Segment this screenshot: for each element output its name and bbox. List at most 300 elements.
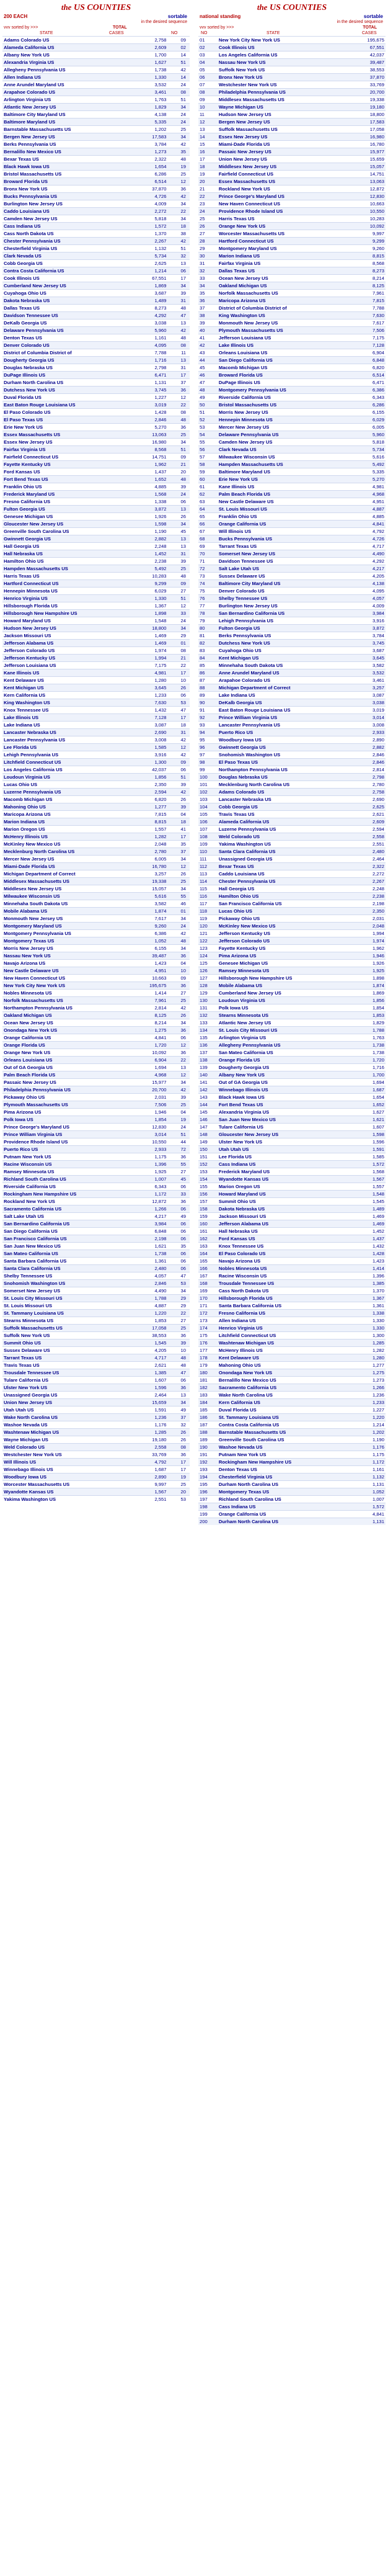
table-row xyxy=(2,245,190,253)
table-row xyxy=(2,364,190,372)
state-no-cell: 10 xyxy=(167,1347,190,1354)
rank-cell: 153 xyxy=(198,1168,218,1176)
state-no-cell: 20 xyxy=(167,1488,190,1496)
county-name-cell: Luzerne Pennsylvania US xyxy=(218,826,343,833)
table-row xyxy=(2,617,190,625)
right-header-state[interactable]: STATE xyxy=(267,31,280,35)
state-no-cell: 06 xyxy=(167,1205,190,1213)
rank-cell: 135 xyxy=(198,1034,218,1042)
rank-cell: 08 xyxy=(198,89,218,96)
cases-cell: 2,048 xyxy=(343,923,386,930)
table-row xyxy=(2,513,190,521)
table-row xyxy=(2,178,190,186)
rank-cell: 148 xyxy=(198,1131,218,1138)
table-row xyxy=(2,744,190,751)
state-no-cell: 42 xyxy=(167,1086,190,1094)
cases-cell: 8,815 xyxy=(343,253,386,260)
table-row xyxy=(2,1034,190,1042)
county-name-cell: Jefferson Colorado US xyxy=(218,937,343,945)
state-no-cell: 29 xyxy=(167,632,190,640)
county-name-cell: Norfolk Massachusetts US xyxy=(2,997,120,1004)
rank-cell: 131 xyxy=(198,1004,218,1012)
cases-cell: 9,997 xyxy=(343,230,386,238)
cases-cell: 3,087 xyxy=(343,692,386,699)
county-name-cell: Jackson Missouri US xyxy=(218,1213,343,1220)
cases-cell: 4,490 xyxy=(120,1287,167,1295)
cases-cell: 42,037 xyxy=(120,766,167,774)
cases-cell: 1,131 xyxy=(120,379,167,387)
cases-cell: 4,009 xyxy=(120,200,167,208)
cases-cell: 1,330 xyxy=(120,595,167,602)
left-header-cases[interactable]: CASES xyxy=(109,31,124,35)
cases-cell: 3,087 xyxy=(120,722,167,729)
table-row xyxy=(198,1466,386,1474)
state-no-cell: 02 xyxy=(167,44,190,51)
rank-cell: 156 xyxy=(198,1191,218,1198)
county-name-cell: Ulster New York US xyxy=(2,1384,120,1392)
table-row xyxy=(198,1295,386,1302)
county-name-cell: Fulton Georgia US xyxy=(218,625,343,632)
county-name-cell: Cass North Dakota US xyxy=(218,1287,343,1295)
table-row xyxy=(198,483,386,491)
state-no-cell: 51 xyxy=(167,59,190,66)
cases-cell: 1,469 xyxy=(120,640,167,647)
cases-cell: 10,092 xyxy=(343,223,386,230)
cases-cell: 2,350 xyxy=(120,781,167,789)
cases-cell: 6,514 xyxy=(120,178,167,186)
rank-cell: 73 xyxy=(198,573,218,580)
county-name-cell: Travis Texas US xyxy=(2,1362,120,1369)
county-name-cell: Snohomish Washington US xyxy=(2,1280,120,1287)
county-name-cell: Denton Texas US xyxy=(218,1466,343,1474)
county-name-cell: Los Angeles California US xyxy=(2,766,120,774)
cases-cell: 18,800 xyxy=(343,111,386,119)
table-row xyxy=(2,253,190,260)
left-header-no[interactable]: NO xyxy=(171,31,178,35)
table-row xyxy=(2,625,190,632)
cases-cell: 1,596 xyxy=(120,1384,167,1392)
state-no-cell: 25 xyxy=(167,565,190,573)
table-row xyxy=(198,1347,386,1354)
state-no-cell: 10 xyxy=(167,967,190,975)
cases-cell: 1,568 xyxy=(120,491,167,498)
table-row xyxy=(2,297,190,305)
cases-cell: 8,273 xyxy=(343,267,386,275)
rank-cell: 57 xyxy=(198,454,218,461)
county-name-cell: Alexandria Virginia US xyxy=(2,59,120,66)
cases-cell: 6,029 xyxy=(343,416,386,424)
county-name-cell: Winnebago Illinois US xyxy=(218,1086,343,1094)
rank-cell: 194 xyxy=(198,1474,218,1481)
county-name-cell: Prince George's Maryland US xyxy=(2,1124,120,1131)
table-row xyxy=(2,796,190,803)
state-no-cell: 44 xyxy=(167,1138,190,1146)
cases-cell: 3,014 xyxy=(120,1131,167,1138)
county-name-cell: Bristol Massachusetts US xyxy=(2,171,120,178)
table-row xyxy=(2,1444,190,1451)
county-name-cell: Harris Texas US xyxy=(2,573,120,580)
county-name-cell: Westchester New York US xyxy=(2,1451,120,1459)
table-row xyxy=(198,863,386,870)
state-no-cell: 47 xyxy=(167,1369,190,1377)
table-row xyxy=(2,267,190,275)
cases-cell: 1,869 xyxy=(120,282,167,290)
table-row xyxy=(198,230,386,238)
cases-cell: 2,551 xyxy=(343,841,386,848)
state-no-cell: 45 xyxy=(167,1176,190,1183)
table-row xyxy=(198,930,386,937)
county-name-cell: Frederick Maryland US xyxy=(218,1168,343,1176)
county-name-cell: Mobile Alabama US xyxy=(218,982,343,990)
table-row xyxy=(2,1496,190,1503)
cases-cell: 1,854 xyxy=(343,1004,386,1012)
table-row xyxy=(2,1369,190,1377)
rank-cell: 77 xyxy=(198,602,218,610)
rank-cell: 144 xyxy=(198,1101,218,1109)
cases-cell: 19,180 xyxy=(120,1436,167,1444)
county-name-cell: Gwinnett Georgia US xyxy=(218,744,343,751)
cases-cell: 5,818 xyxy=(120,215,167,223)
cases-cell: 15,659 xyxy=(343,156,386,163)
county-name-cell: Arlington Virginia US xyxy=(218,1034,343,1042)
county-name-cell: Lake Indiana US xyxy=(218,692,343,699)
cases-cell: 1,548 xyxy=(120,617,167,625)
cases-cell: 5,734 xyxy=(120,253,167,260)
county-name-cell: Richland South Carolina US xyxy=(2,1176,120,1183)
cases-cell: 1,898 xyxy=(343,975,386,982)
rank-cell: 173 xyxy=(198,1317,218,1325)
table-row xyxy=(198,640,386,647)
county-name-cell: Mahoning Ohio US xyxy=(2,803,120,811)
state-no-cell: 12 xyxy=(167,602,190,610)
table-row xyxy=(198,297,386,305)
left-header-state[interactable]: STATE xyxy=(40,31,53,35)
right-header-cases[interactable]: CASES xyxy=(362,31,377,35)
county-name-cell: Essex New Jersey US xyxy=(2,439,120,446)
county-name-cell: El Paso Texas US xyxy=(218,759,343,766)
rank-cell: 161 xyxy=(198,1228,218,1235)
cases-cell: 4,095 xyxy=(120,342,167,349)
county-name-cell: Onondaga New York US xyxy=(218,1369,343,1377)
county-name-cell: Westchester New York US xyxy=(218,81,343,89)
state-no-cell: 08 xyxy=(167,342,190,349)
county-name-cell: New Castle Delaware US xyxy=(218,498,343,506)
state-no-cell: 34 xyxy=(167,1019,190,1027)
county-name-cell: Douglas Nebraska US xyxy=(218,774,343,781)
county-name-cell: East Baton Rouge Louisiana US xyxy=(218,707,343,714)
right-header-no[interactable]: NO xyxy=(201,31,208,35)
county-name-cell: Will Illinois US xyxy=(218,528,343,535)
cases-cell: 10,283 xyxy=(120,573,167,580)
cases-cell: 6,471 xyxy=(343,379,386,387)
left-sorted-note: in the desired sequence xyxy=(141,20,187,24)
table-row xyxy=(2,1243,190,1250)
county-name-cell: Dougherty Georgia US xyxy=(218,1064,343,1071)
cases-cell: 1,282 xyxy=(120,833,167,841)
state-no-cell: 06 xyxy=(167,1183,190,1191)
county-name-cell: Genesee Michigan US xyxy=(218,960,343,967)
cases-cell: 10,283 xyxy=(343,215,386,223)
table-row xyxy=(198,186,386,193)
table-row xyxy=(2,1079,190,1086)
state-no-cell: 06 xyxy=(167,1250,190,1258)
table-row xyxy=(198,238,386,245)
rank-cell: 122 xyxy=(198,937,218,945)
table-row xyxy=(198,841,386,848)
rank-cell: 125 xyxy=(198,960,218,967)
cases-cell: 7,961 xyxy=(343,290,386,297)
table-row xyxy=(2,119,190,126)
county-name-cell: Chester Pennsylvania US xyxy=(2,238,120,245)
state-no-cell: 48 xyxy=(167,1354,190,1362)
table-row xyxy=(198,1205,386,1213)
cases-cell: 1,220 xyxy=(343,1414,386,1421)
cases-cell: 3,257 xyxy=(343,684,386,692)
county-name-cell: Fresno California US xyxy=(218,1310,343,1317)
state-no-cell: 48 xyxy=(167,334,190,342)
county-name-cell: Weld Colorado US xyxy=(218,833,343,841)
cases-cell: 2,350 xyxy=(343,908,386,915)
state-no-cell: 34 xyxy=(167,625,190,632)
cases-cell: 1,385 xyxy=(343,1280,386,1287)
state-no-cell: 36 xyxy=(167,1153,190,1161)
rank-cell: 193 xyxy=(198,1466,218,1474)
cases-cell: 3,984 xyxy=(343,610,386,617)
table-row xyxy=(198,81,386,89)
county-name-cell: El Paso Colorado US xyxy=(218,1250,343,1258)
table-row xyxy=(2,424,190,431)
cases-cell: 1,545 xyxy=(120,1339,167,1347)
rank-cell: 152 xyxy=(198,1161,218,1168)
table-row xyxy=(2,223,190,230)
state-no-cell: 14 xyxy=(167,74,190,81)
cases-cell: 6,286 xyxy=(343,401,386,409)
cases-cell: 16,780 xyxy=(120,863,167,870)
state-no-cell: 49 xyxy=(167,1407,190,1414)
rank-cell: 93 xyxy=(198,722,218,729)
rank-cell: 83 xyxy=(198,647,218,655)
table-row xyxy=(2,1109,190,1116)
county-name-cell: Baltimore Maryland US xyxy=(2,119,120,126)
rank-cell: 197 xyxy=(198,1496,218,1503)
state-no-cell: 26 xyxy=(167,870,190,878)
cases-cell: 2,846 xyxy=(120,1280,167,1287)
table-row xyxy=(198,37,386,44)
cases-cell: 1,370 xyxy=(343,1287,386,1295)
rank-cell: 78 xyxy=(198,610,218,617)
rank-cell: 74 xyxy=(198,580,218,588)
cases-cell: 1,452 xyxy=(120,550,167,558)
rank-cell: 105 xyxy=(198,811,218,818)
table-row xyxy=(2,1488,190,1496)
cases-cell: 1,716 xyxy=(343,1064,386,1071)
table-row xyxy=(2,156,190,163)
table-row xyxy=(2,260,190,267)
county-name-cell: Douglas Nebraska US xyxy=(2,364,120,372)
cases-cell: 10,663 xyxy=(343,200,386,208)
county-name-cell: Union New Jersey US xyxy=(218,156,343,163)
table-row xyxy=(198,1176,386,1183)
cases-cell: 1,974 xyxy=(120,647,167,655)
rank-cell: 09 xyxy=(198,96,218,104)
county-name-cell: Utah Utah US xyxy=(2,1407,120,1414)
right-standing-label: national standing xyxy=(200,14,241,19)
state-no-cell: 49 xyxy=(167,1213,190,1220)
county-name-cell: Kent Delaware US xyxy=(2,677,120,684)
table-row xyxy=(2,1399,190,1407)
state-no-cell: 51 xyxy=(167,774,190,781)
table-row xyxy=(198,461,386,468)
table-row xyxy=(2,759,190,766)
county-name-cell: DuPage Illinois US xyxy=(2,372,120,379)
right-title-the: the xyxy=(257,2,268,12)
cases-cell: 4,951 xyxy=(343,498,386,506)
cases-cell: 3,532 xyxy=(120,81,167,89)
cases-cell: 19,338 xyxy=(120,878,167,885)
table-row xyxy=(198,290,386,297)
cases-cell: 39,487 xyxy=(120,952,167,960)
cases-cell: 1,423 xyxy=(120,960,167,967)
county-name-cell: New Haven Connecticut US xyxy=(2,975,120,982)
rank-cell: 44 xyxy=(198,357,218,364)
table-row xyxy=(198,223,386,230)
cases-cell: 1,285 xyxy=(343,1339,386,1347)
cases-cell: 3,019 xyxy=(120,401,167,409)
cases-cell: 67,551 xyxy=(120,275,167,282)
county-name-cell: Broward Florida US xyxy=(2,178,120,186)
columns xyxy=(2,1,386,1525)
county-name-cell: Union New Jersey US xyxy=(2,1399,120,1407)
rank-cell: 116 xyxy=(198,893,218,900)
table-row xyxy=(198,342,386,349)
cases-cell: 1,361 xyxy=(120,1258,167,1265)
county-name-cell: Santa Barbara California US xyxy=(218,1302,343,1310)
cases-cell: 1,591 xyxy=(120,1407,167,1414)
table-row xyxy=(198,632,386,640)
cases-cell: 8,568 xyxy=(120,446,167,454)
county-name-cell: Nobles Minnesota US xyxy=(2,990,120,997)
cases-cell: 1,962 xyxy=(120,461,167,468)
table-row xyxy=(198,51,386,59)
cases-cell: 2,780 xyxy=(343,781,386,789)
county-name-cell: Los Angeles California US xyxy=(218,51,343,59)
cases-cell: 2,551 xyxy=(120,1496,167,1503)
cases-cell: 2,248 xyxy=(343,885,386,893)
state-no-cell: 42 xyxy=(167,789,190,796)
table-row xyxy=(2,588,190,595)
table-row xyxy=(2,1466,190,1474)
state-no-cell: 39 xyxy=(167,781,190,789)
table-row xyxy=(198,803,386,811)
state-no-cell: 32 xyxy=(167,1421,190,1429)
cases-cell: 1,273 xyxy=(343,1377,386,1384)
rank-cell: 189 xyxy=(198,1436,218,1444)
table-row xyxy=(198,826,386,833)
county-name-cell: Lucas Ohio US xyxy=(2,781,120,789)
table-row xyxy=(2,1004,190,1012)
cases-cell: 12,872 xyxy=(120,1198,167,1205)
state-no-cell: 39 xyxy=(167,558,190,565)
rank-cell: 67 xyxy=(198,528,218,535)
county-name-cell: Yakima Washington US xyxy=(218,841,343,848)
table-row xyxy=(198,714,386,722)
rank-cell: 162 xyxy=(198,1235,218,1243)
table-row xyxy=(198,677,386,684)
county-name-cell: Adams Colorado US xyxy=(2,37,120,44)
cases-cell: 6,155 xyxy=(120,945,167,952)
table-row xyxy=(198,1287,386,1295)
county-name-cell: Providence Rhode Island US xyxy=(2,1138,120,1146)
table-row xyxy=(2,349,190,357)
state-no-cell: 21 xyxy=(167,461,190,468)
county-name-cell: Ocean New Jersey US xyxy=(2,1019,120,1027)
rank-cell: 42 xyxy=(198,342,218,349)
county-name-cell: Santa Clara California US xyxy=(2,1265,120,1272)
county-name-cell: Cuyahoga Ohio US xyxy=(218,647,343,655)
table-row xyxy=(2,1414,190,1421)
table-row xyxy=(2,699,190,707)
cases-cell: 2,238 xyxy=(120,558,167,565)
cases-cell: 20,700 xyxy=(343,89,386,96)
county-name-cell: Riverside California US xyxy=(218,394,343,401)
table-row xyxy=(198,692,386,699)
cases-cell: 4,792 xyxy=(343,528,386,535)
state-no-cell: 55 xyxy=(167,1161,190,1168)
county-name-cell: San Mateo California US xyxy=(2,1250,120,1258)
left-title-the: the xyxy=(61,2,72,12)
cases-cell: 8,125 xyxy=(343,282,386,290)
state-no-cell: 34 xyxy=(167,282,190,290)
cases-cell: 4,138 xyxy=(120,111,167,119)
rank-cell: 52 xyxy=(198,416,218,424)
cases-cell: 1,568 xyxy=(343,1168,386,1176)
state-no-cell: 31 xyxy=(167,364,190,372)
cases-cell: 9,260 xyxy=(343,245,386,253)
rank-cell: 106 xyxy=(198,818,218,826)
county-name-cell: Bernalillo New Mexico US xyxy=(2,148,120,156)
cases-cell: 3,257 xyxy=(120,870,167,878)
cases-cell: 1,585 xyxy=(120,744,167,751)
table-row xyxy=(198,394,386,401)
cases-cell: 37,870 xyxy=(343,74,386,81)
cases-cell: 6,471 xyxy=(120,372,167,379)
cases-cell: 3,745 xyxy=(120,387,167,394)
county-name-cell: Bucks Pennsylvania US xyxy=(218,535,343,543)
state-no-cell: 26 xyxy=(167,1012,190,1019)
cases-cell: 38,553 xyxy=(120,1332,167,1339)
county-name-cell: McHenry Illinois US xyxy=(218,1347,343,1354)
county-name-cell: Baltimore City Maryland US xyxy=(218,580,343,588)
cases-cell: 13,063 xyxy=(343,178,386,186)
cases-cell: 2,780 xyxy=(120,848,167,856)
cases-cell: 7,815 xyxy=(120,811,167,818)
left-table xyxy=(2,36,190,1503)
cases-cell: 38,553 xyxy=(343,66,386,74)
county-name-cell: San Diego California US xyxy=(2,1228,120,1235)
rank-cell: 168 xyxy=(198,1280,218,1287)
rank-cell: 17 xyxy=(198,156,218,163)
cases-cell: 1,585 xyxy=(343,1153,386,1161)
table-row xyxy=(198,595,386,602)
table-row xyxy=(198,952,386,960)
table-row xyxy=(2,401,190,409)
table-row xyxy=(2,1198,190,1205)
right-table xyxy=(198,36,386,1525)
county-name-cell: DuPage Illinois US xyxy=(218,379,343,387)
state-no-cell: 06 xyxy=(167,498,190,506)
table-row xyxy=(198,751,386,759)
rank-cell: 155 xyxy=(198,1183,218,1191)
